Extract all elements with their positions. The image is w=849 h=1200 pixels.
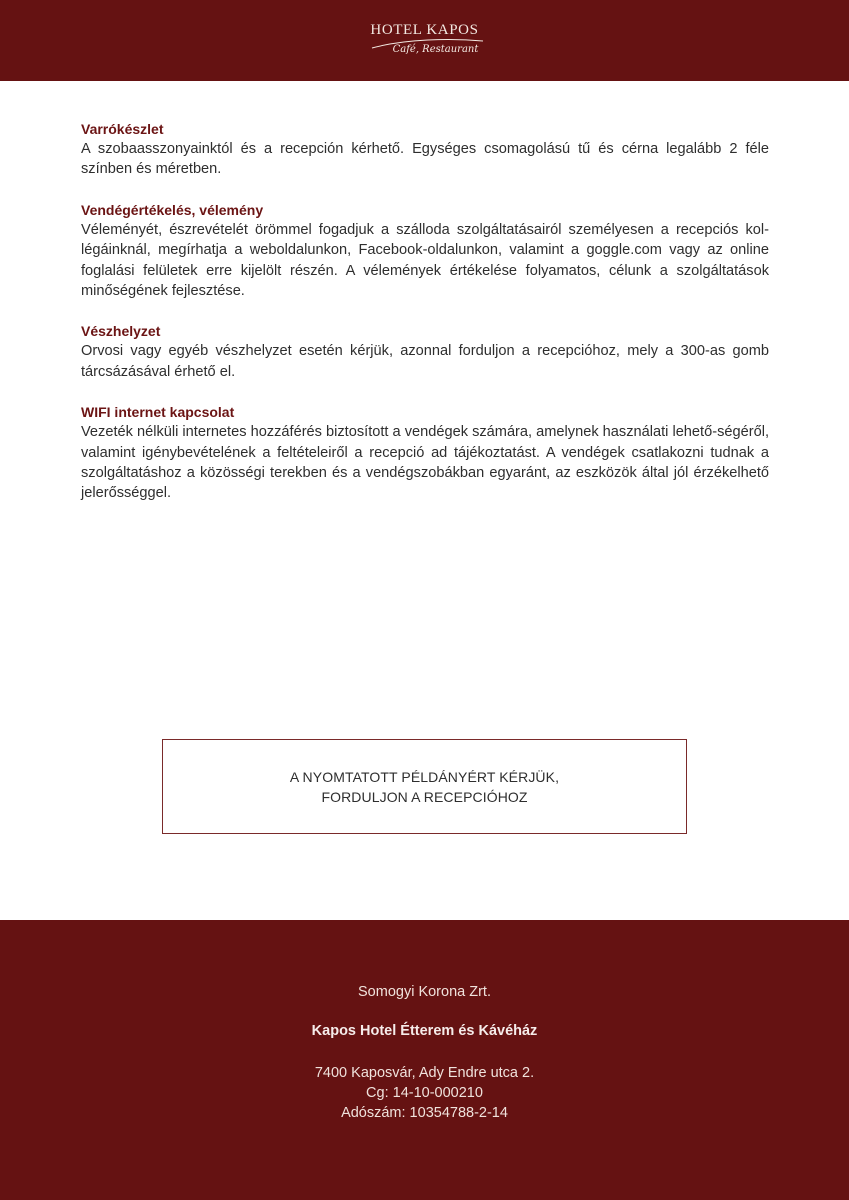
footer-venue: Kapos Hotel Étterem és Kávéház	[311, 1023, 538, 1039]
hotel-logo	[0, 0, 849, 81]
footer-company: Somogyi Korona Zrt.	[358, 984, 491, 1000]
logo-title: HOTEL KAPOS	[370, 22, 479, 38]
footer-address: 7400 Kaposvár, Ady Endre utca 2.	[314, 1065, 535, 1081]
footer-registration: Cg: 14-10-000210	[366, 1085, 483, 1101]
document-body	[81, 119, 769, 524]
section-wifi	[81, 402, 769, 504]
notice-line-1: A NYOMTATOTT PÉLDÁNYÉRT KÉRJÜK,	[289, 768, 560, 785]
section-guest-feedback	[81, 200, 769, 302]
footer-tax-number: Adószám: 10354788-2-14	[341, 1105, 508, 1121]
section-title: Vészhelyzet	[81, 323, 161, 340]
section-text: Vezeték nélküli internetes hozzáférés biztosított a vendégek számára, amelynek használati lehető-ségéről, valamint igénybevételének a feltételeiről a recepció ad tájékoztatást. A vendégek csatlakozni tudnak a szolgáltatáshoz a közösségi terekben és a vendégszobákban egyaránt, az eszközök által jól érzékelhető jelerősséggel.	[81, 424, 769, 502]
section-text: A szobaasszonyainktól és a recepción kérhető. Egységes csomagolású tű és cérna legalább 2 féle színben és méretben.	[81, 141, 769, 178]
printed-copy-notice	[162, 739, 687, 834]
section-title: Varrókészlet	[81, 121, 164, 137]
page-header	[0, 0, 849, 81]
section-emergency	[81, 321, 769, 382]
section-sewing-kit	[81, 119, 769, 180]
section-text: Véleményét, észrevételét örömmel fogadjuk a szálloda szolgáltatásairól személyesen a recepciós kol-légáinknál, megírhatja a weboldalunkon, Facebook-oldalunkon, valamint a goggle.com vagy az online foglalási felületek erre kijelölt részén. A vélemények értékelése folyamatos, célunk a szolgáltatások minőségének fejlesztése.	[81, 221, 769, 300]
page-footer	[0, 920, 849, 1200]
logo-subtitle: Café, Restaurant	[392, 44, 479, 55]
section-title: Vendégértékelés, vélemény	[81, 201, 264, 218]
notice-line-2: FORDULJON A RECEPCIÓHOZ	[321, 788, 528, 805]
section-title: WIFI internet kapcsolat	[81, 404, 235, 421]
section-text: Orvosi vagy egyéb vészhelyzet esetén kérjük, azonnal forduljon a recepcióhoz, mely a 300-as gomb tárcsázásával érhető el.	[81, 343, 769, 380]
footer-contact	[0, 1063, 849, 1123]
